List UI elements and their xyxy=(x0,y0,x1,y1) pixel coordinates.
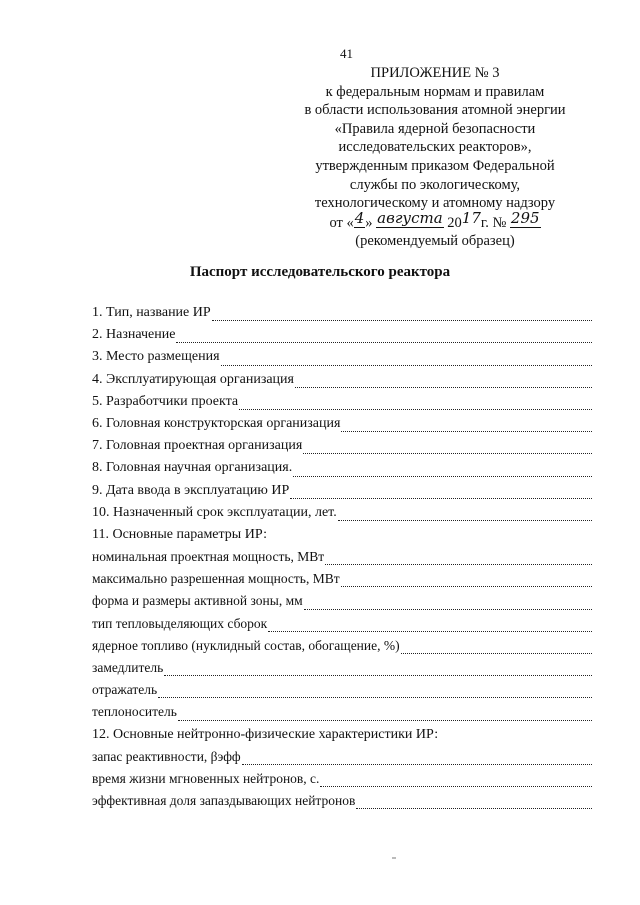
form-row-label: 8. Головная научная организация. xyxy=(92,460,293,476)
form-row-label: 3. Место размещения xyxy=(92,349,220,365)
fill-in-line[interactable] xyxy=(239,408,592,410)
fill-in-line[interactable] xyxy=(290,497,592,499)
form-row-label: 4. Эксплуатирующая организация xyxy=(92,371,294,387)
form-row xyxy=(92,593,592,615)
order-day: 4 xyxy=(354,208,365,227)
form-row-label: 2. Назначение xyxy=(92,327,176,343)
fill-in-line[interactable] xyxy=(164,674,592,676)
appendix-line: службы по экологическому, xyxy=(349,176,521,193)
page-number: 41 xyxy=(340,46,353,61)
fill-in-line[interactable] xyxy=(320,785,592,787)
form-row xyxy=(92,749,592,771)
form-row xyxy=(92,505,592,527)
form-row-label: теплоноситель xyxy=(92,704,177,720)
form-row xyxy=(92,416,592,438)
order-prefix: от « xyxy=(329,214,354,231)
scan-mark xyxy=(392,857,396,859)
appendix-line: ПРИЛОЖЕНИЕ № 3 xyxy=(370,65,500,81)
fill-in-line[interactable] xyxy=(176,341,592,343)
fill-in-line[interactable] xyxy=(293,475,592,477)
fill-in-line[interactable] xyxy=(303,452,592,454)
appendix-line: технологическому и атомному надзору xyxy=(314,195,556,212)
order-year-prefix: 20 xyxy=(447,214,462,231)
form-row xyxy=(92,660,592,682)
fill-in-line[interactable] xyxy=(221,364,592,366)
form-row xyxy=(92,349,592,371)
fill-in-line[interactable] xyxy=(242,763,592,765)
form-row-label: 6. Головная конструкторская организация xyxy=(92,415,341,431)
form-row xyxy=(92,682,592,704)
form-row xyxy=(92,483,592,505)
order-mid: » xyxy=(365,214,373,231)
fill-in-line[interactable] xyxy=(212,319,592,321)
form-row-label: максимально разрешенная мощность, МВт xyxy=(92,571,340,587)
form-row-label: 7. Головная проектная организация xyxy=(92,438,303,454)
form-row-label: запас реактивности, βэфф xyxy=(92,748,241,764)
appendix-line: исследовательских реакторов», xyxy=(338,139,532,156)
form-row xyxy=(92,394,592,416)
form-row xyxy=(92,771,592,793)
fill-in-line[interactable] xyxy=(178,719,592,721)
fill-in-line[interactable] xyxy=(295,386,592,388)
fill-in-line[interactable] xyxy=(268,630,592,632)
fill-in-line[interactable] xyxy=(304,608,592,610)
form-row-label: эффективная доля запаздывающих нейтронов xyxy=(92,793,356,809)
passport-form xyxy=(92,305,592,815)
appendix-line: утвержденным приказом Федеральной xyxy=(315,157,555,174)
appendix-line: к федеральным нормам и правилам xyxy=(325,83,545,100)
sample-note: (рекомендуемый образец) xyxy=(355,233,515,250)
form-row-label: номинальная проектная мощность, МВт xyxy=(92,549,325,565)
form-row xyxy=(92,460,592,482)
form-row xyxy=(92,727,592,749)
form-row-label: 5. Разработчики проекта xyxy=(92,393,239,409)
form-row xyxy=(92,616,592,638)
form-row-label: форма и размеры активной зоны, мм xyxy=(92,593,303,609)
fill-in-line[interactable] xyxy=(356,807,592,809)
form-row-label: 12. Основные нейтронно-физические характеристики ИР: xyxy=(92,726,439,742)
form-row xyxy=(92,327,592,349)
appendix-line: в области использования атомной энергии xyxy=(304,102,566,119)
fill-in-line[interactable] xyxy=(341,585,592,587)
form-row xyxy=(92,704,592,726)
form-row xyxy=(92,638,592,660)
fill-in-line[interactable] xyxy=(325,563,592,565)
fill-in-line[interactable] xyxy=(401,652,592,654)
order-year-suffix: 17 xyxy=(461,208,481,227)
order-year-end: г. № xyxy=(480,214,507,231)
fill-in-line[interactable] xyxy=(158,696,592,698)
page-title: Паспорт исследовательского реактора xyxy=(189,264,451,280)
form-row xyxy=(92,793,592,815)
form-row-label: время жизни мгновенных нейтронов, с. xyxy=(92,770,320,786)
form-row-label: 10. Назначенный срок эксплуатации, лет. xyxy=(92,504,337,520)
form-row xyxy=(92,438,592,460)
form-row xyxy=(92,571,592,593)
order-month: августа xyxy=(377,208,443,227)
form-row-label: 9. Дата ввода в эксплуатацию ИР xyxy=(92,482,290,498)
fill-in-line[interactable] xyxy=(341,430,592,432)
form-row-label: замедлитель xyxy=(92,660,164,675)
appendix-header xyxy=(270,64,600,251)
form-row-label: тип тепловыделяющих сборок xyxy=(92,615,268,631)
form-row xyxy=(92,549,592,571)
form-row-label: ядерное топливо (нуклидный состав, обогащение, %) xyxy=(92,637,400,653)
order-date-line xyxy=(270,208,600,233)
form-row-label: 1. Тип, название ИР xyxy=(92,305,211,320)
form-row xyxy=(92,527,592,549)
order-number: 295 xyxy=(510,208,540,227)
form-row-label: 11. Основные параметры ИР: xyxy=(92,526,268,542)
form-row xyxy=(92,305,592,327)
form-row xyxy=(92,372,592,394)
fill-in-line[interactable] xyxy=(338,519,592,521)
form-row-label: отражатель xyxy=(92,682,158,698)
appendix-line: «Правила ядерной безопасности xyxy=(334,120,536,137)
